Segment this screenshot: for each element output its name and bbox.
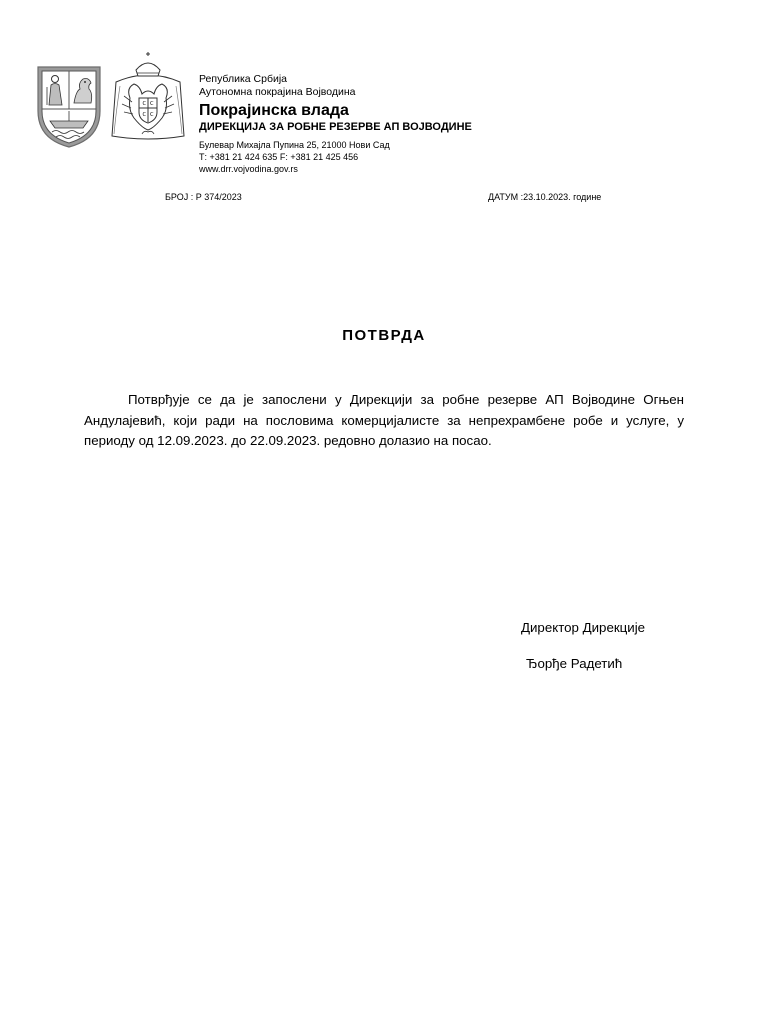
signature-name: Ђорђе Радетић — [526, 656, 623, 671]
letterhead-website: www.drr.vojvodina.gov.rs — [199, 163, 298, 174]
document-body: Потврђује се да је запослени у Дирекцији за робне резерве АП Војводине Огњен Андулајевић, који ради на пословима комерцијалисте за непрехрамбене робе и услуге, у периоду од 12.09.2023. до 22.09.2023. редовно долазио на посао. — [84, 392, 684, 448]
svg-text:С: С — [150, 112, 154, 118]
reference-number: БРОЈ : Р 374/2023 — [165, 192, 242, 202]
serbia-coat-of-arms-icon — [106, 52, 190, 142]
reference-date: ДАТУМ :23.10.2023. године — [488, 192, 602, 202]
document-title: ПОТВРДА — [342, 327, 426, 344]
svg-text:С: С — [142, 101, 146, 107]
vojvodina-coat-of-arms-icon — [36, 65, 102, 149]
letterhead-phone: Т: +381 21 424 635 F: +381 21 425 456 — [199, 151, 359, 162]
letterhead-government: Покрајинска влада — [199, 101, 349, 119]
svg-text:С: С — [150, 101, 154, 107]
letterhead-address: Булевар Михајла Пупина 25, 21000 Нови Сад — [199, 139, 390, 150]
letterhead-province: Аутономна покрајина Војводина — [199, 85, 356, 98]
signature-title: Директор Дирекције — [521, 620, 646, 635]
letterhead-country: Република Србија — [199, 73, 288, 85]
letterhead — [199, 73, 472, 175]
svg-text:С: С — [142, 112, 146, 118]
letterhead-directorate: ДИРЕКЦИЈА ЗА РОБНЕ РЕЗЕРВЕ АП ВОЈВОДИНЕ — [199, 121, 472, 134]
